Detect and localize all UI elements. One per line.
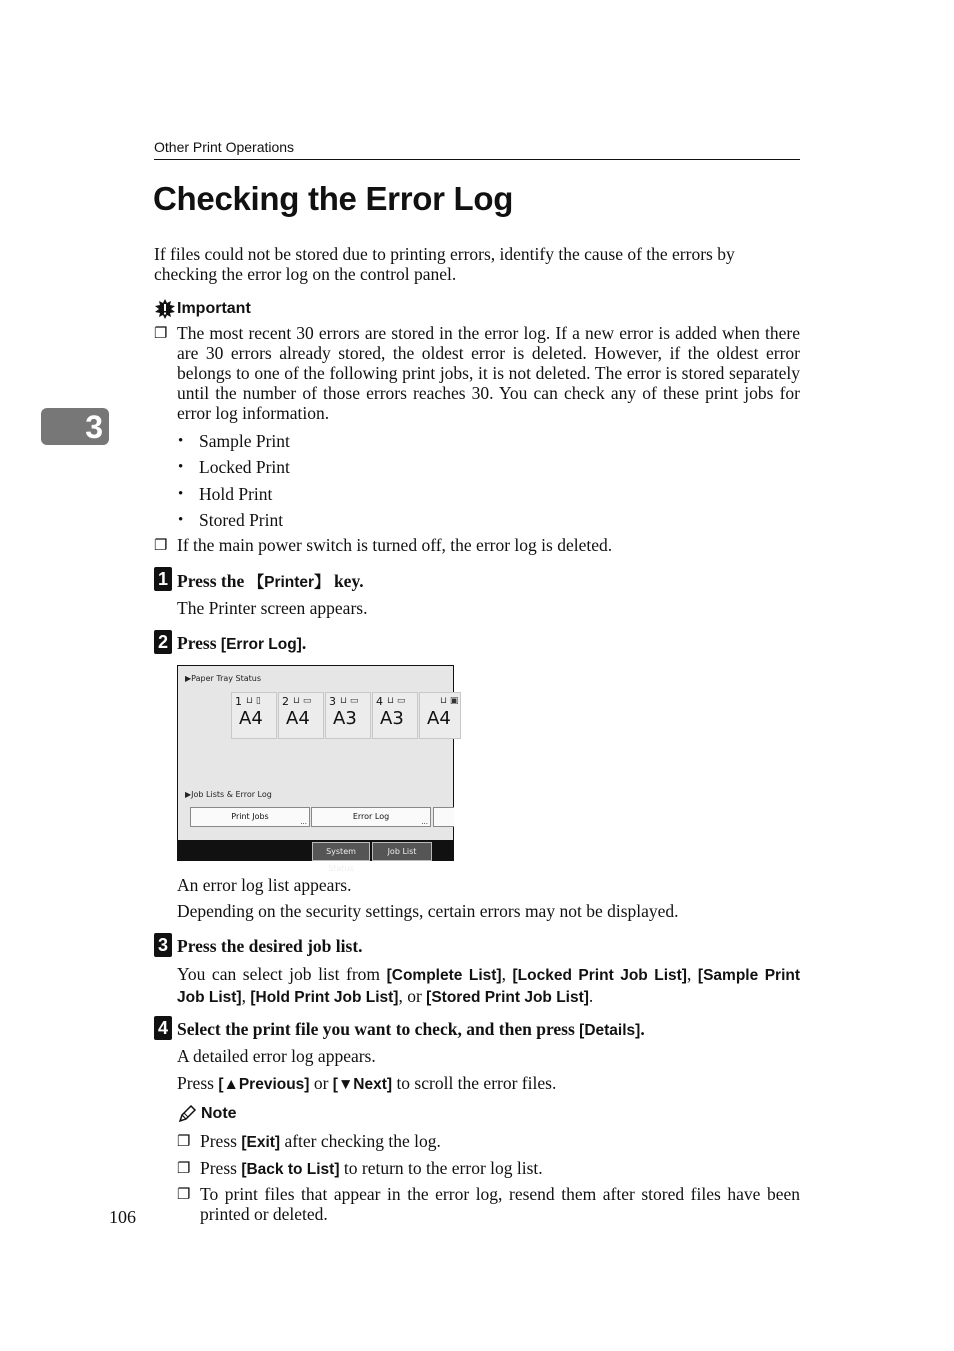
job-lists-error-log-label: ▶Job Lists & Error Log [185,790,272,799]
intro-paragraph: If files could not be stored due to printing errors, identify the cause of the errors by checking the error log on the control panel. [154,244,735,284]
step-4-description: A detailed error log appears. [177,1046,376,1066]
tray-row [231,692,462,739]
tray-paper-icon: ⊔ ▭ [387,696,406,706]
step-2-description: An error log list appears. [177,875,352,895]
tray-paper-icon: ⊔ ▯ [246,696,261,706]
sample-print-job-list-key: [Sample Print Job List] [177,967,801,1006]
list-item: • Stored Print [178,510,284,531]
checkbox-icon: ❐ [177,1161,191,1177]
step-3: 3 Press the desired job list. [154,936,363,957]
step-number: 4 [154,1016,172,1040]
chapter-number: 3 [85,409,103,445]
hold-print-job-list-key: [Hold Print Job List] [250,989,399,1006]
stored-print-job-list-key: [Stored Print Job List] [426,989,589,1006]
important-item-2: ❐ If the main power switch is turned off, the error log is deleted. [154,535,613,555]
tray-3: 3 ⊔ ▭ A3 [325,692,371,739]
note-item-3: ❐ To print files that appear in the error log, resend them after stored files have been printed or deleted. [177,1184,800,1224]
important-label: Important [177,300,251,317]
print-job-bullet-list [178,428,290,534]
error-log-button[interactable]: Error Log ... [311,807,431,827]
bypass-tray-icon: ⊔ ▣ [440,696,459,706]
important-icon [154,298,176,320]
step-3-description: You can select job list from [Complete List], [Locked Print Job List], [Sample Print Job List], [Hold Print Job List], or [Stored Print Job List]. [177,964,801,1006]
next-key: [▼Next] [332,1076,393,1093]
step-number: 1 [154,567,172,591]
checkbox-icon: ❐ [177,1187,191,1203]
system-status-button[interactable]: System Status [312,842,370,861]
step-2: 2 Press [Error Log]. [154,633,306,654]
back-to-list-key: [Back to List] [241,1161,340,1178]
list-item: • Hold Print [178,483,273,504]
panel-screen [178,666,459,840]
partial-button[interactable] [433,807,454,827]
chapter-tab [41,408,109,445]
control-panel-screenshot [177,665,459,873]
tray-2: 2 ⊔ ▭ A4 [278,692,324,739]
printer-key: 【Printer】 [248,574,330,591]
checkbox-icon: ❐ [154,326,168,342]
running-header: Other Print Operations [154,139,295,155]
details-key: [Details] [579,1022,641,1039]
step-4-scroll-instruction: Press [▲Previous] or [▼Next] to scroll the error files. [177,1073,557,1093]
paper-tray-status-label: ▶Paper Tray Status [185,674,262,683]
print-jobs-button[interactable]: Print Jobs ... [190,807,310,827]
important-heading [154,298,251,320]
page-number: 106 [109,1207,136,1227]
step-2-security-note: Depending on the security settings, certain errors may not be displayed. [177,901,679,921]
complete-list-key: [Complete List] [386,967,502,984]
step-1-description: The Printer screen appears. [177,598,368,618]
checkbox-icon: ❐ [154,538,168,554]
step-1: 1 Press the 【Printer】 key. [154,570,364,592]
error-log-key: [Error Log] [220,636,302,653]
step-number: 2 [154,630,172,654]
note-item-1: ❐ Press [Exit] after checking the log. [177,1131,441,1151]
tray-bypass: ⊔ ▣ A4 [419,692,461,739]
note-item-2: ❐ Press [Back to List] to return to the error log list. [177,1158,543,1178]
list-item: • Sample Print [178,430,290,451]
tray-4: 4 ⊔ ▭ A3 [372,692,418,739]
step-number: 3 [154,933,172,957]
step-4: 4 Select the print file you want to check, and then press [Details]. [154,1019,645,1040]
list-item: • Locked Print [178,457,290,478]
checkbox-icon: ❐ [177,1134,191,1150]
tray-1: 1 ⊔ ▯ A4 [231,692,277,739]
locked-print-job-list-key: [Locked Print Job List] [512,967,687,984]
previous-key: [▲Previous] [218,1076,310,1093]
note-heading [177,1105,237,1123]
important-item-1: ❐ The most recent 30 errors are stored in the error log. If a new error is added when there are 30 errors already stored, the oldest error is deleted. However, if the oldest error belongs to one of the following print jobs, it is not deleted. The error is stored separately until the number of those errors reaches 30. You can check any of these print jobs for error log information. [154,323,800,423]
note-label: Note [201,1105,237,1122]
page-title: Checking the Error Log [153,180,514,217]
tray-paper-icon: ⊔ ▭ [340,696,359,706]
job-list-button[interactable]: Job List [372,842,432,861]
pencil-note-icon [177,1105,197,1123]
tray-paper-icon: ⊔ ▭ [293,696,312,706]
exit-key: [Exit] [241,1134,281,1151]
header-rule [154,159,800,160]
